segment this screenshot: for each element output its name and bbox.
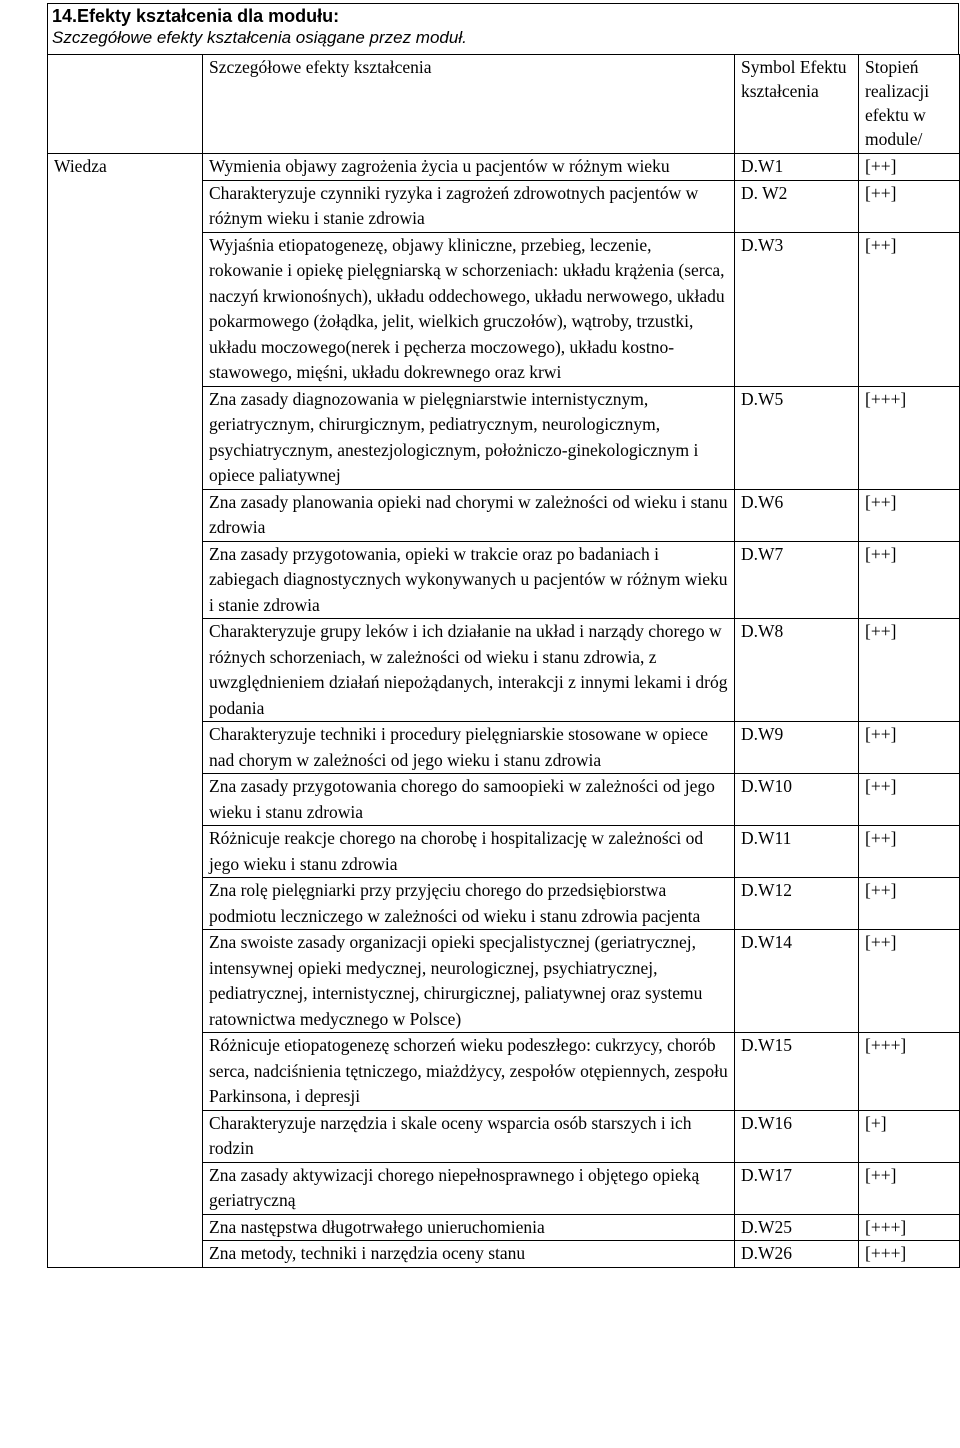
table-header-row bbox=[48, 55, 960, 154]
outcome-degree: [++] bbox=[859, 722, 960, 774]
outcome-symbol: D. W2 bbox=[735, 180, 859, 232]
outcome-degree: [++] bbox=[859, 878, 960, 930]
learning-outcomes-table bbox=[47, 54, 960, 1268]
outcome-description: Różnicuje etiopatogenezę schorzeń wieku podeszłego: cukrzycy, chorób serca, nadciśnienia tętniczego, miażdżycy, zespołów otępiennych, zespołu Parkinsona, i depresji bbox=[203, 1033, 735, 1111]
outcome-degree: [+++] bbox=[859, 386, 960, 489]
outcome-degree: [++] bbox=[859, 154, 960, 181]
outcome-degree: [+++] bbox=[859, 1214, 960, 1241]
outcome-symbol: D.W14 bbox=[735, 930, 859, 1033]
outcome-symbol: D.W8 bbox=[735, 619, 859, 722]
header-description: Szczegółowe efekty kształcenia bbox=[203, 55, 735, 154]
outcome-description: Zna zasady przygotowania, opieki w trakcie oraz po badaniach i zabiegach diagnostycznych wykonywanych u pacjentów w różnym wieku i stanie zdrowia bbox=[203, 541, 735, 619]
outcome-degree: [++] bbox=[859, 541, 960, 619]
outcome-description: Charakteryzuje czynniki ryzyka i zagrożeń zdrowotnych pacjentów w różnym wieku i stanie zdrowia bbox=[203, 180, 735, 232]
outcome-description: Wymienia objawy zagrożenia życia u pacjentów w różnym wieku bbox=[203, 154, 735, 181]
category-cell: Wiedza bbox=[48, 154, 203, 1268]
outcome-description: Zna zasady aktywizacji chorego niepełnosprawnego i objętego opieką geriatryczną bbox=[203, 1162, 735, 1214]
outcome-symbol: D.W7 bbox=[735, 541, 859, 619]
outcome-symbol: D.W25 bbox=[735, 1214, 859, 1241]
outcome-degree: [++] bbox=[859, 1162, 960, 1214]
outcome-degree: [++] bbox=[859, 232, 960, 386]
outcome-degree: [++] bbox=[859, 826, 960, 878]
outcome-symbol: D.W16 bbox=[735, 1110, 859, 1162]
outcome-description: Wyjaśnia etiopatogenezę, objawy kliniczne, przebieg, leczenie, rokowanie i opiekę pielęgniarską w schorzeniach: układu krążenia (serca, naczyń krwionośnych), układu oddechowego, układu nerwowego, układu pokarmowego (żołądka, jelit, wielkich gruczołów), wątroby, trzustki, układu moczowego(nerek i pęcherza moczowego), układu kostno-stawowego, mięśni, układu dokrewnego oraz krwi bbox=[203, 232, 735, 386]
outcome-symbol: D.W9 bbox=[735, 722, 859, 774]
outcome-description: Różnicuje reakcje chorego na chorobę i hospitalizację w zależności od jego wieku i stanu zdrowia bbox=[203, 826, 735, 878]
section-subtitle: Szczegółowe efekty kształcenia osiągane przez moduł. bbox=[52, 28, 467, 47]
outcome-degree: [++] bbox=[859, 774, 960, 826]
outcome-degree: [+] bbox=[859, 1110, 960, 1162]
outcome-degree: [++] bbox=[859, 489, 960, 541]
outcome-degree: [+++] bbox=[859, 1241, 960, 1268]
table-body bbox=[48, 154, 960, 1268]
outcome-symbol: D.W10 bbox=[735, 774, 859, 826]
outcome-symbol: D.W11 bbox=[735, 826, 859, 878]
outcome-symbol: D.W6 bbox=[735, 489, 859, 541]
outcome-degree: [++] bbox=[859, 930, 960, 1033]
outcome-symbol: D.W17 bbox=[735, 1162, 859, 1214]
outcome-symbol: D.W26 bbox=[735, 1241, 859, 1268]
outcome-description: Charakteryzuje narzędzia i skale oceny wsparcia osób starszych i ich rodzin bbox=[203, 1110, 735, 1162]
outcome-symbol: D.W12 bbox=[735, 878, 859, 930]
header-degree: Stopień realizacji efektu w module/ bbox=[859, 55, 960, 154]
header-empty-cell bbox=[48, 55, 203, 154]
section-header bbox=[47, 3, 959, 54]
outcome-description: Charakteryzuje grupy leków i ich działanie na układ i narządy chorego w różnych schorzeniach, w zależności od wieku i stanu zdrowia, z uwzględnieniem działań niepożądanych, interakcji z innymi lekami i dróg podania bbox=[203, 619, 735, 722]
outcome-description: Zna zasady planowania opieki nad chorymi w zależności od wieku i stanu zdrowia bbox=[203, 489, 735, 541]
outcome-symbol: D.W1 bbox=[735, 154, 859, 181]
outcome-degree: [++] bbox=[859, 180, 960, 232]
outcome-symbol: D.W3 bbox=[735, 232, 859, 386]
outcome-degree: [+++] bbox=[859, 1033, 960, 1111]
outcome-degree: [++] bbox=[859, 619, 960, 722]
outcome-description: Charakteryzuje techniki i procedury pielęgniarskie stosowane w opiece nad chorym w zależności od jego wieku i stanu zdrowia bbox=[203, 722, 735, 774]
outcome-description: Zna swoiste zasady organizacji opieki specjalistycznej (geriatrycznej, intensywnej opieki medycznej, neurologicznej, psychiatrycznej, pediatrycznej, internistycznej, chirurgicznej, paliatywnej oraz systemu ratownictwa medycznego w Polsce) bbox=[203, 930, 735, 1033]
table-row bbox=[48, 154, 960, 181]
outcome-symbol: D.W5 bbox=[735, 386, 859, 489]
outcome-description: Zna następstwa długotrwałego unieruchomienia bbox=[203, 1214, 735, 1241]
section-title: 14.Efekty kształcenia dla modułu: bbox=[52, 6, 340, 26]
outcome-description: Zna zasady przygotowania chorego do samoopieki w zależności od jego wieku i stanu zdrowia bbox=[203, 774, 735, 826]
outcome-description: Zna rolę pielęgniarki przy przyjęciu chorego do przedsiębiorstwa podmiotu leczniczego w zależności od wieku i stanu zdrowia pacjenta bbox=[203, 878, 735, 930]
outcome-description: Zna zasady diagnozowania w pielęgniarstwie internistycznym, geriatrycznym, chirurgicznym, pediatrycznym, neurologicznym, psychiatrycznym, anestezjologicznym, położniczo-ginekologicznym i opiece paliatywnej bbox=[203, 386, 735, 489]
header-symbol: Symbol Efektu kształcenia bbox=[735, 55, 859, 154]
outcome-symbol: D.W15 bbox=[735, 1033, 859, 1111]
outcome-description: Zna metody, techniki i narzędzia oceny stanu bbox=[203, 1241, 735, 1268]
